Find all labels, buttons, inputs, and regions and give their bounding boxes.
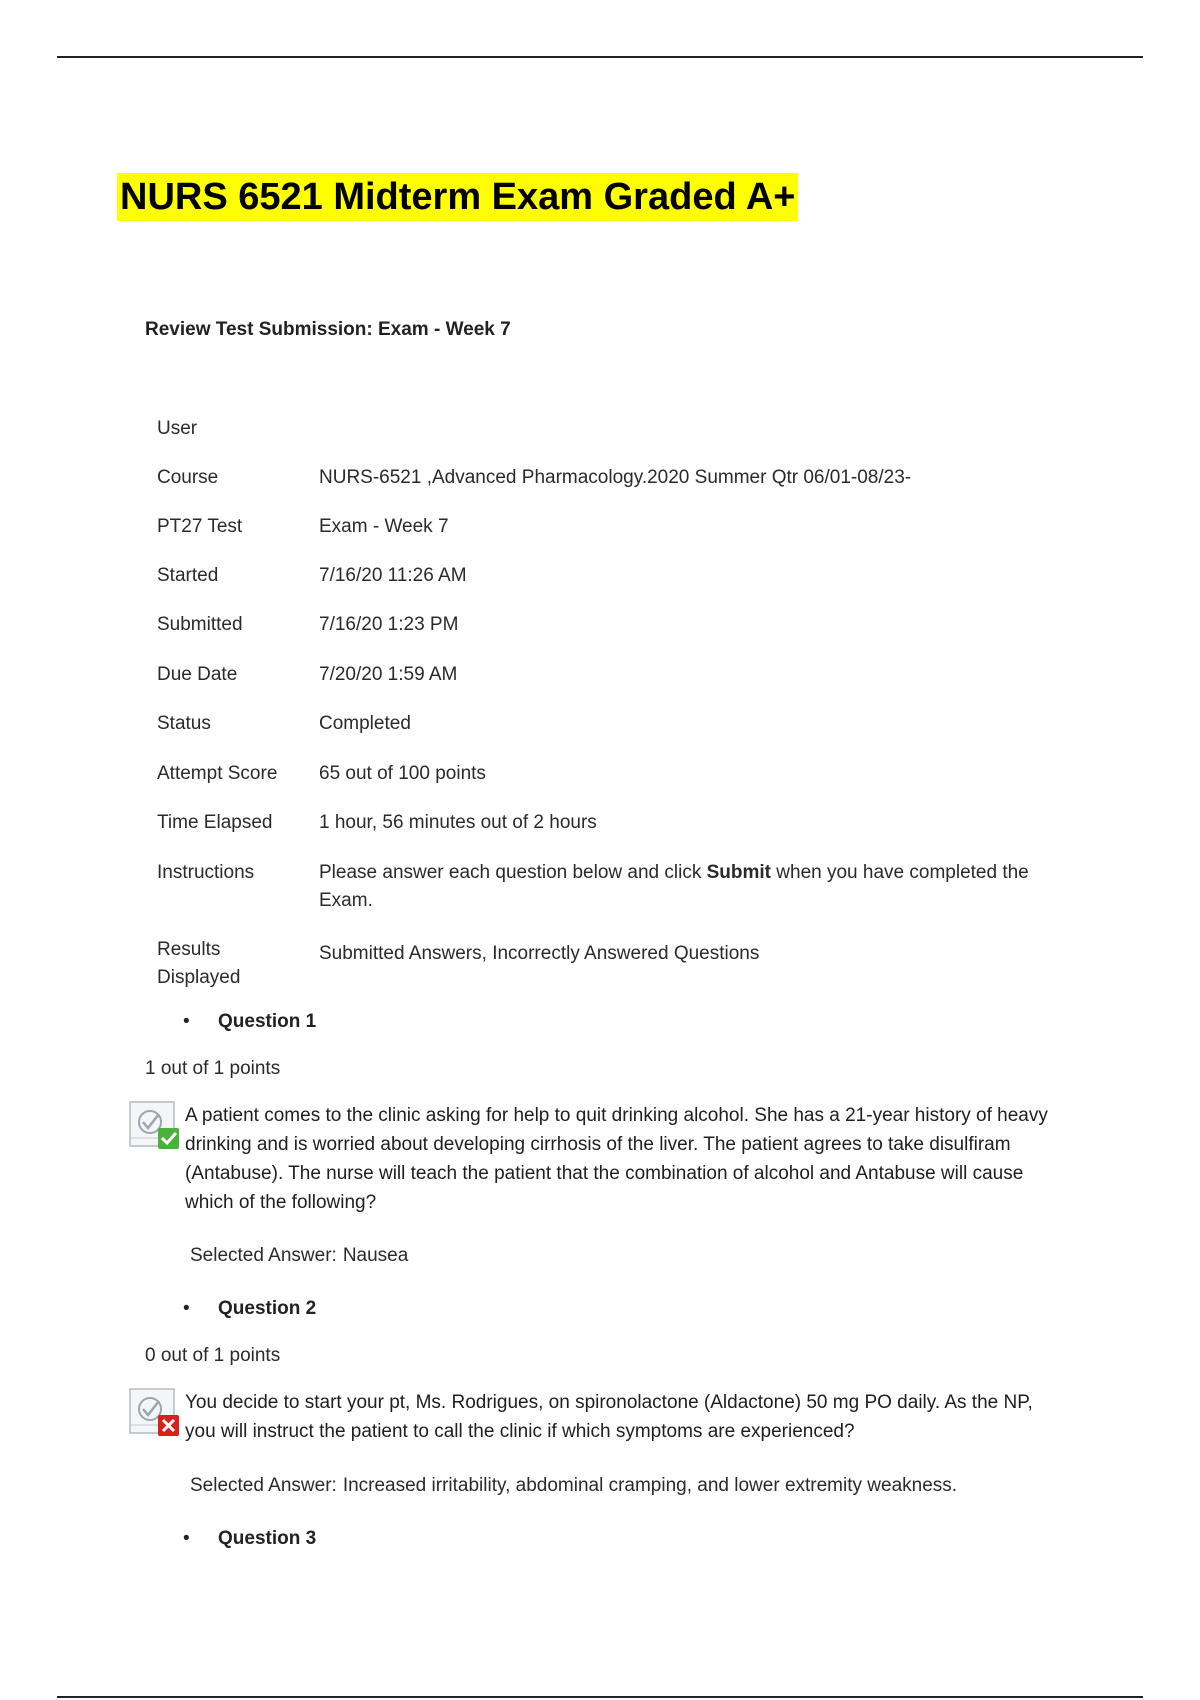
detail-label: Attempt Score bbox=[157, 763, 278, 784]
bullet: • bbox=[183, 1528, 190, 1549]
instructions-after: when you have completed the Exam. bbox=[319, 862, 1029, 911]
detail-label: Started bbox=[157, 565, 219, 586]
bottom-rule bbox=[57, 1696, 1143, 1698]
detail-value: Exam - Week 7 bbox=[319, 516, 449, 537]
question-text: You decide to start your pt, Ms. Rodrigues, on spironolactone (Aldactone) 50 mg PO daily. As the NP, you will instruct the patient to call the clinic if which symptoms are experienced? bbox=[185, 1392, 1033, 1442]
top-rule bbox=[57, 56, 1143, 58]
selected-answer-label: Selected Answer: bbox=[190, 1245, 337, 1266]
detail-label: Submitted bbox=[157, 614, 243, 635]
graded-correct-icon bbox=[128, 1098, 184, 1154]
page-subtitle: Review Test Submission: Exam - Week 7 bbox=[145, 319, 511, 340]
document-title: NURS 6521 Midterm Exam Graded A+ bbox=[117, 173, 798, 221]
detail-value: Completed bbox=[319, 713, 411, 734]
detail-label: Status bbox=[157, 713, 211, 734]
detail-label: PT27 Test bbox=[157, 516, 243, 537]
detail-label: Results Displayed bbox=[157, 939, 241, 988]
detail-value: 7/16/20 11:26 AM bbox=[319, 565, 467, 586]
detail-value: 65 out of 100 points bbox=[319, 763, 486, 784]
selected-answer-value: Nausea bbox=[342, 1245, 409, 1266]
detail-value: Submitted Answers, Incorrectly Answered Questions bbox=[319, 943, 760, 964]
selected-answer bbox=[190, 1245, 408, 1267]
detail-value: 7/16/20 1:23 PM bbox=[319, 614, 459, 635]
selected-answer bbox=[190, 1475, 957, 1497]
question-title: Question 3 bbox=[218, 1528, 317, 1549]
question-title: Question 1 bbox=[218, 1011, 317, 1032]
question-points: 1 out of 1 points bbox=[145, 1058, 281, 1079]
detail-label: Time Elapsed bbox=[157, 812, 273, 833]
question-text: A patient comes to the clinic asking for help to quit drinking alcohol. She has a 21-year history of heavy drinking and is worried about developing cirrhosis of the liver. The patient agrees to take disulfiram (Antabuse). The nurse will teach the patient that the combination of alcohol and Antabuse will cause which of the following? bbox=[185, 1105, 1048, 1213]
instructions-text bbox=[319, 859, 1054, 915]
question-heading bbox=[183, 1011, 316, 1033]
question-heading bbox=[183, 1298, 316, 1320]
detail-value: NURS-6521 ,Advanced Pharmacology.2020 Summer Qtr 06/01-08/23- bbox=[319, 467, 912, 488]
question-points: 0 out of 1 points bbox=[145, 1345, 281, 1366]
graded-incorrect-icon bbox=[128, 1385, 184, 1441]
bullet: • bbox=[183, 1298, 190, 1319]
detail-value: 1 hour, 56 minutes out of 2 hours bbox=[319, 812, 597, 833]
detail-label: Due Date bbox=[157, 664, 238, 685]
detail-value: 7/20/20 1:59 AM bbox=[319, 664, 458, 685]
question-title: Question 2 bbox=[218, 1298, 317, 1319]
detail-label: Course bbox=[157, 467, 219, 488]
detail-label: User bbox=[157, 418, 198, 439]
selected-answer-label: Selected Answer: bbox=[190, 1475, 337, 1496]
instructions-before: Please answer each question below and click bbox=[319, 862, 707, 883]
detail-label: Instructions bbox=[157, 862, 255, 883]
bullet: • bbox=[183, 1011, 190, 1032]
instructions-submit-word: Submit bbox=[706, 862, 772, 883]
question-heading bbox=[183, 1528, 316, 1550]
selected-answer-value: Increased irritability, abdominal cramping, and lower extremity weakness. bbox=[342, 1475, 958, 1496]
